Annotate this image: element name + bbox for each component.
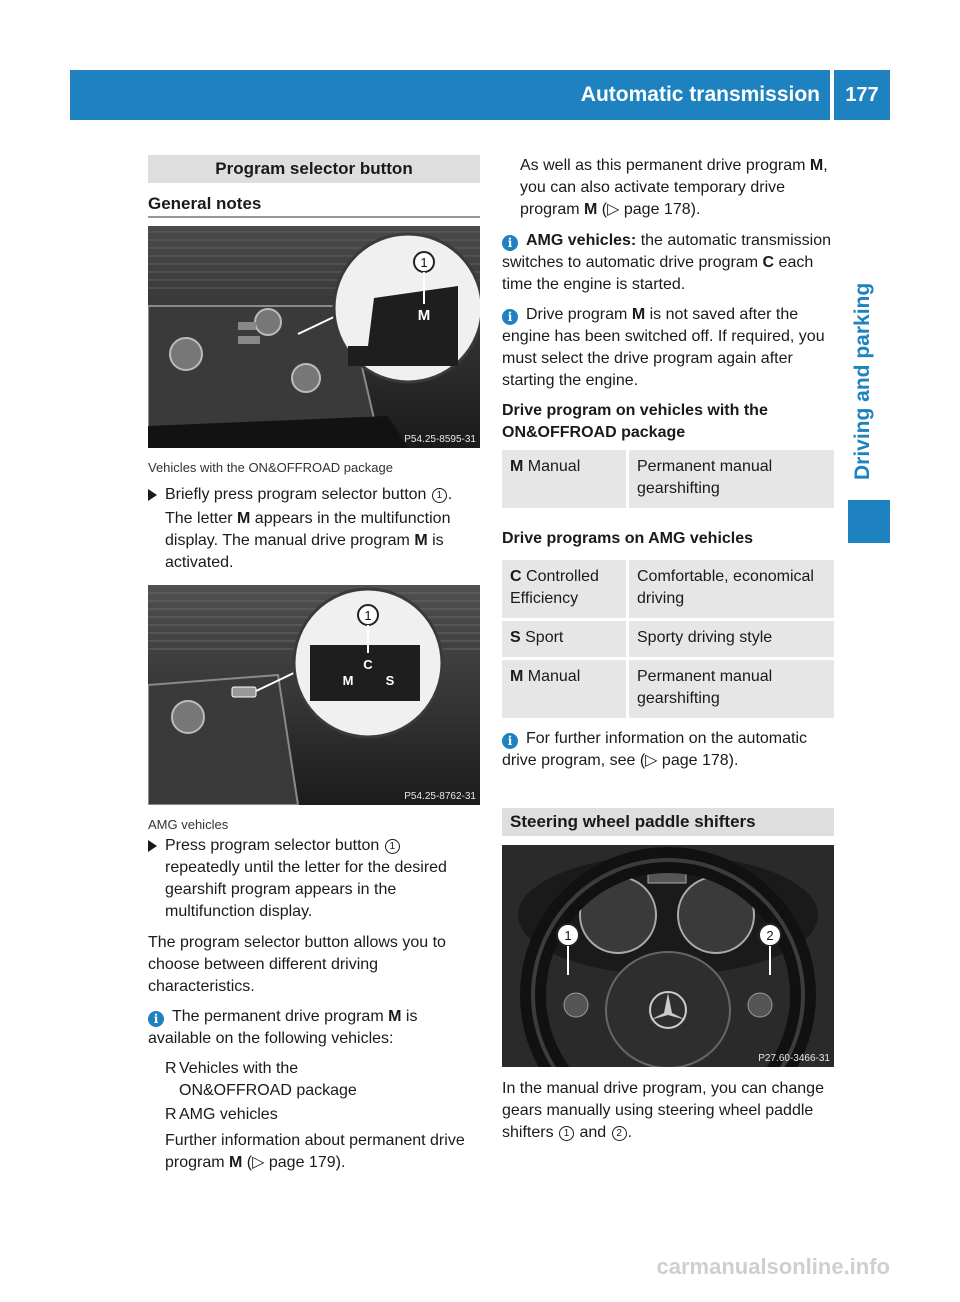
info-icon: i <box>148 1011 164 1027</box>
photo2-letter-s: S <box>385 673 395 688</box>
photo3-callout-1: 1 <box>564 928 572 943</box>
heading-onoffroad-program: Drive program on vehicles with the ON&OFFROAD package <box>502 402 768 441</box>
table-row <box>502 660 834 718</box>
callout-ref-1: 1 <box>559 1126 574 1141</box>
section-title-program-selector: Program selector button <box>148 155 480 183</box>
console-photo-amg <box>148 585 480 805</box>
table-cell-program: C Controlled Efficiency <box>502 560 629 618</box>
bullet-amg: R AMG vehicles <box>165 1106 278 1123</box>
photo3-code: P27.60-3466-31 <box>758 1053 830 1064</box>
callout-ref-2: 2 <box>612 1126 627 1141</box>
chapter-tab-label: Driving and parking <box>851 282 874 480</box>
table-cell-program: S Sport <box>502 621 629 657</box>
callout-ref-1: 1 <box>432 488 447 503</box>
table-cell-desc: Permanent manual gearshifting <box>629 660 834 718</box>
table-onoffroad <box>502 447 834 511</box>
photo1-code: P54.25-8595-31 <box>404 434 476 445</box>
heading-amg-programs: Drive programs on AMG vehicles <box>502 530 754 547</box>
photo2-callout-1: 1 <box>364 608 372 623</box>
table-row <box>502 560 834 618</box>
table-cell-desc: Permanent manual gearshifting <box>629 450 834 508</box>
para-selector-allows: The program selector button allows you to choose between different driving characteristics. <box>148 934 446 995</box>
para-manual-paddle: In the manual drive program, you can change gears manually using steering wheel paddle shifters 1 and 2 . <box>502 1080 824 1141</box>
photo1-callout-1: 1 <box>420 255 428 270</box>
chapter-tab-marker <box>848 500 890 543</box>
info-further-automatic: i For further information on the automatic drive program, see (▷ page 178). <box>502 730 808 769</box>
info-icon: i <box>502 309 518 325</box>
info-amg-vehicles: i AMG vehicles: the automatic transmission switches to automatic drive program C each time the engine is started. <box>502 232 832 293</box>
photo3-callout-2: 2 <box>766 928 774 943</box>
subhead-general-notes: General notes <box>148 194 262 213</box>
para-temporary-program: As well as this permanent drive program M, you can also activate temporary drive program M (▷ page 178). <box>520 157 828 218</box>
table-amg <box>502 557 834 721</box>
page-number: 177 <box>834 70 890 120</box>
table-cell-desc: Sporty driving style <box>629 621 834 657</box>
para-further-info-permanent: Further information about permanent drive program M (▷ page 179). <box>165 1132 465 1171</box>
photo2-letter-c: C <box>363 657 373 672</box>
info-icon: i <box>502 235 518 251</box>
section-title-paddle-shifters: Steering wheel paddle shifters <box>502 808 834 836</box>
table-cell-program: M Manual <box>502 450 629 508</box>
table-cell-desc: Comfortable, economical driving <box>629 560 834 618</box>
console-photo-onoffroad <box>148 226 480 448</box>
step-press-repeatedly-cont: repeatedly until the letter for the desired gearshift program appears in the multifunction display. <box>165 859 447 920</box>
table-cell-program: M Manual <box>502 660 629 718</box>
info-icon: i <box>502 733 518 749</box>
table-row <box>502 621 834 657</box>
subhead-rule <box>148 216 480 218</box>
step-arrow-icon <box>148 840 157 852</box>
steering-wheel-photo <box>502 845 834 1067</box>
callout-ref-1: 1 <box>385 839 400 854</box>
step-briefly-press: Briefly press program selector button 1 . <box>148 484 483 506</box>
info-program-not-saved: i Drive program M is not saved after the engine has been switched off. If required, you must select the drive program again after starting the engine. <box>502 306 825 389</box>
page-header-title: Automatic transmission <box>580 83 820 106</box>
bullet-onoffroad: R Vehicles with the ON&OFFROAD package <box>165 1060 357 1099</box>
caption-onoffroad: Vehicles with the ON&OFFROAD package <box>148 460 393 475</box>
photo2-letter-m: M <box>342 673 354 688</box>
photo1-letter-m: M <box>417 307 431 324</box>
step-press-repeatedly: Press program selector button 1 <box>148 835 483 857</box>
info-permanent-program: i The permanent drive program M is available on the following vehicles: <box>148 1008 418 1047</box>
caption-amg: AMG vehicles <box>148 817 229 832</box>
watermark-text: carmanualsonline.info <box>656 1254 890 1279</box>
para-letter-m-appears: The letter M appears in the multifunction display. The manual drive program M is activated. <box>165 510 451 571</box>
table-row <box>502 450 834 508</box>
photo2-code: P54.25-8762-31 <box>404 791 476 802</box>
step-arrow-icon <box>148 489 157 501</box>
